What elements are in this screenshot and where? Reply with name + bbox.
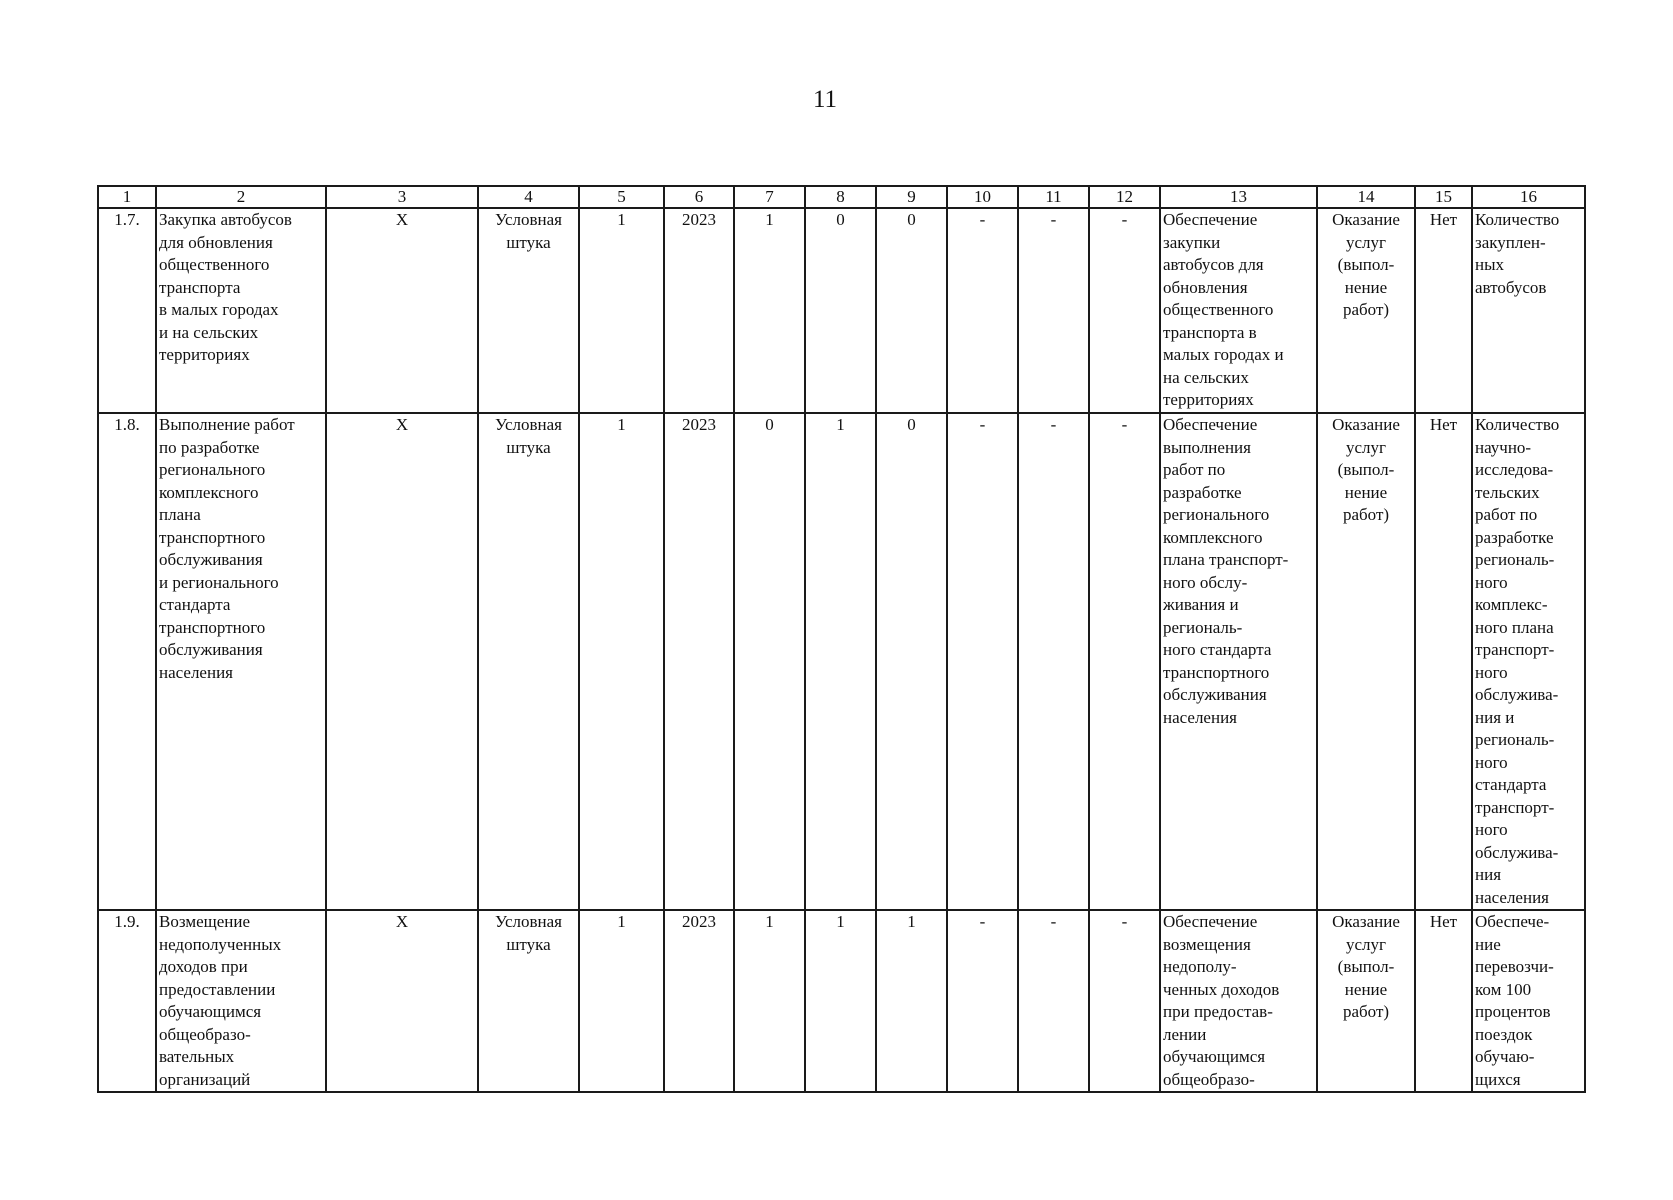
table-cell: - <box>947 413 1018 910</box>
type-cell: Оказание услуг (выпол- нение работ) <box>1317 910 1415 1092</box>
type-cell: Оказание услуг (выпол- нение работ) <box>1317 208 1415 413</box>
row-number-cell: 1.7. <box>98 208 156 413</box>
row-number-cell: 1.9. <box>98 910 156 1092</box>
table-cell: 0 <box>734 413 805 910</box>
description-cell: Обеспечение выполнения работ по разработке регионального комплексного плана транспорт- ного обслу- живания и региональ- ного стандарта транспортного обслуживания населения <box>1160 413 1317 910</box>
table-cell: 1 <box>579 208 664 413</box>
header-cell: 6 <box>664 186 734 208</box>
header-cell: 10 <box>947 186 1018 208</box>
table-cell: 0 <box>876 208 947 413</box>
header-cell: 8 <box>805 186 876 208</box>
table-cell: 1 <box>805 910 876 1092</box>
event-name-cell: Возмещение недополученных доходов при предоставлении обучающимся общеобразо- вательных организаций <box>156 910 326 1092</box>
year-cell: 2023 <box>664 208 734 413</box>
event-name-cell: Закупка автобусов для обновления общественного транспорта в малых городах и на сельских территориях <box>156 208 326 413</box>
table-cell: Нет <box>1415 208 1472 413</box>
header-cell: 9 <box>876 186 947 208</box>
table-row <box>98 413 1585 910</box>
table-cell: 1 <box>805 413 876 910</box>
header-cell: 14 <box>1317 186 1415 208</box>
header-cell: 1 <box>98 186 156 208</box>
year-cell: 2023 <box>664 910 734 1092</box>
result-cell: Количество научно- исследова- тельских работ по разработке региональ- ного комплекс- ного плана транспорт- ного обслужива- ния и региональ- ного стандарта транспорт- ного обслужива- ния населения <box>1472 413 1585 910</box>
table-cell: Нет <box>1415 413 1472 910</box>
table-cell: X <box>326 910 478 1092</box>
header-cell: 5 <box>579 186 664 208</box>
table-header-row <box>98 186 1585 208</box>
table-cell: - <box>1089 413 1160 910</box>
row-number-cell: 1.8. <box>98 413 156 910</box>
data-table <box>97 185 1586 1093</box>
header-cell: 13 <box>1160 186 1317 208</box>
table-cell: Нет <box>1415 910 1472 1092</box>
header-cell: 7 <box>734 186 805 208</box>
table-cell: 0 <box>805 208 876 413</box>
table-cell: 1 <box>579 910 664 1092</box>
table-cell: 1 <box>579 413 664 910</box>
table-cell: 1 <box>734 910 805 1092</box>
result-cell: Обеспече- ние перевозчи- ком 100 процентов поездок обучаю- щихся <box>1472 910 1585 1092</box>
table-cell: X <box>326 413 478 910</box>
table-row <box>98 910 1585 1092</box>
description-cell: Обеспечение закупки автобусов для обновления общественного транспорта в малых городах и на сельских территориях <box>1160 208 1317 413</box>
table-cell: - <box>1089 208 1160 413</box>
unit-cell: Условная штука <box>478 208 579 413</box>
unit-cell: Условная штука <box>478 413 579 910</box>
table-cell: X <box>326 208 478 413</box>
table-cell: - <box>947 910 1018 1092</box>
unit-cell: Условная штука <box>478 910 579 1092</box>
header-cell: 11 <box>1018 186 1089 208</box>
result-cell: Количество закуплен- ных автобусов <box>1472 208 1585 413</box>
table-cell: - <box>1018 208 1089 413</box>
table-cell: 0 <box>876 413 947 910</box>
table-cell: - <box>947 208 1018 413</box>
type-cell: Оказание услуг (выпол- нение работ) <box>1317 413 1415 910</box>
table-cell: 1 <box>734 208 805 413</box>
header-cell: 3 <box>326 186 478 208</box>
header-cell: 16 <box>1472 186 1585 208</box>
header-cell: 2 <box>156 186 326 208</box>
description-cell: Обеспечение возмещения недополу- ченных доходов при предостав- лении обучающимся общеобразо- <box>1160 910 1317 1092</box>
table-row <box>98 208 1585 413</box>
table-cell: - <box>1018 910 1089 1092</box>
table-cell: - <box>1089 910 1160 1092</box>
table-cell: - <box>1018 413 1089 910</box>
year-cell: 2023 <box>664 413 734 910</box>
header-cell: 4 <box>478 186 579 208</box>
header-cell: 12 <box>1089 186 1160 208</box>
page-number: 11 <box>812 86 838 113</box>
header-cell: 15 <box>1415 186 1472 208</box>
table-cell: 1 <box>876 910 947 1092</box>
event-name-cell: Выполнение работ по разработке регионального комплексного плана транспортного обслуживания и регионального стандарта транспортного обслуживания населения <box>156 413 326 910</box>
